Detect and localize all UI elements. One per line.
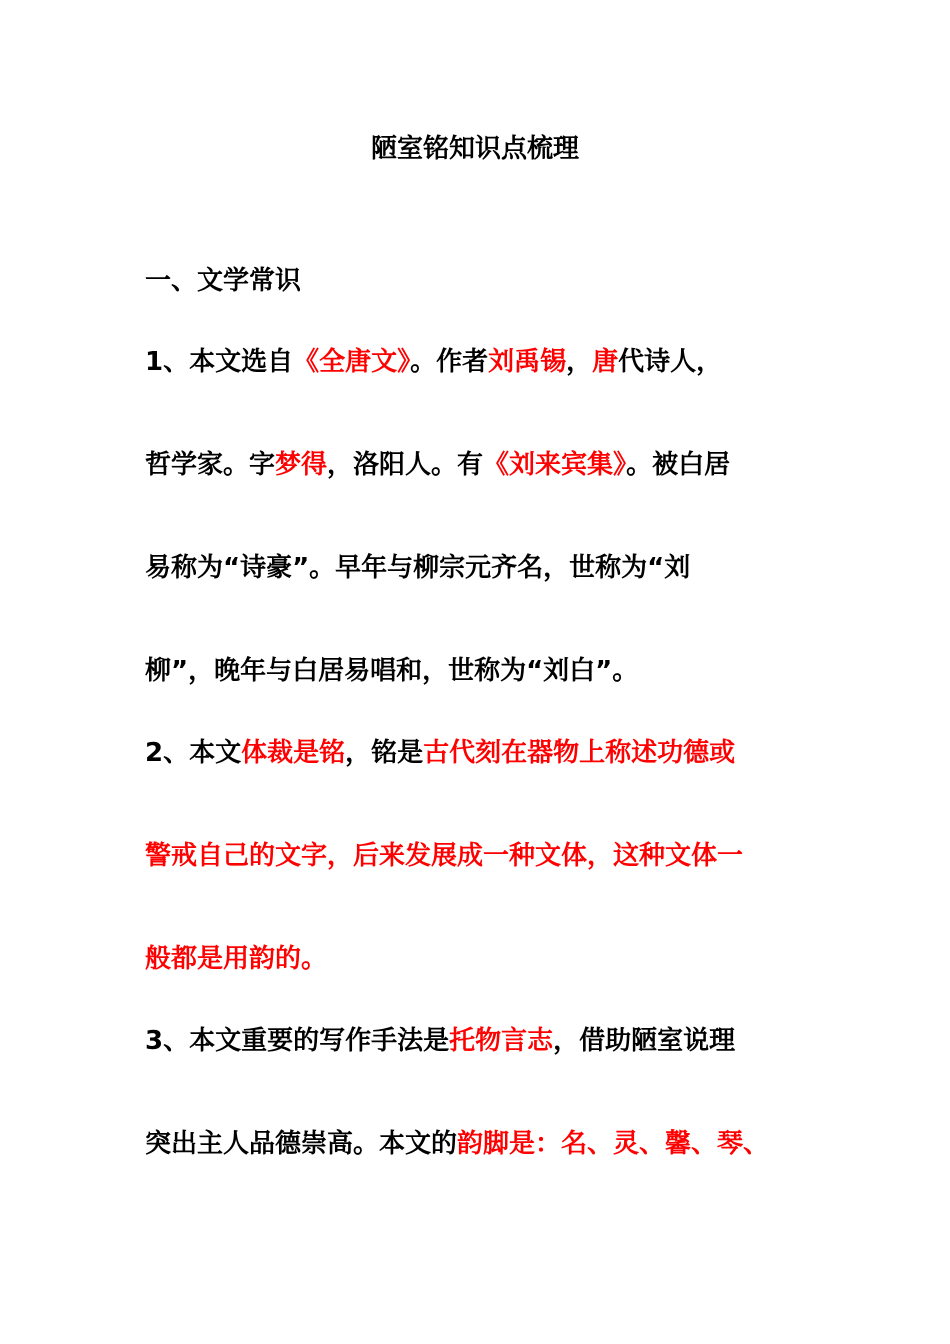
paragraph-line xyxy=(145,653,638,689)
paragraph-line xyxy=(145,344,722,380)
highlight-run: 《刘来宾集》 xyxy=(483,450,627,480)
paragraph-line xyxy=(145,1023,735,1059)
highlight-run: 唐 xyxy=(592,347,619,377)
highlight-run: 《全唐文》 xyxy=(293,347,411,377)
highlight-run: 般都是用韵的。 xyxy=(145,944,328,974)
paragraph-line xyxy=(145,941,327,977)
text-run: ， xyxy=(566,347,593,377)
paragraph-line xyxy=(145,550,690,586)
highlight-run: 警戒自己的文字，后来发展成一种文体，这种文体一 xyxy=(145,841,744,871)
text-run: ，铭是 xyxy=(345,738,424,768)
text-run: 代诗人， xyxy=(618,347,723,377)
highlight-run: 托物言志 xyxy=(449,1026,554,1056)
highlight-run: 体裁是铭 xyxy=(241,738,346,768)
highlight-run: 梦得 xyxy=(275,450,328,480)
paragraph-line xyxy=(145,447,730,483)
text-run: 3、本文重要的写作手法是 xyxy=(145,1026,450,1056)
paragraph-line xyxy=(145,1126,769,1162)
highlight-run: 刘禹锡 xyxy=(488,347,567,377)
text-run: ，洛阳人。有 xyxy=(327,450,484,480)
paragraph-line xyxy=(145,838,743,874)
highlight-run: 韵脚是：名、灵、馨、琴、 xyxy=(457,1129,770,1159)
document-title: 陋室铭知识点梳理 xyxy=(370,134,579,164)
text-run: 。被白居 xyxy=(626,450,731,480)
text-run: 2、本文 xyxy=(145,738,242,768)
text-run: 突出主人品德崇高。本文的 xyxy=(145,1129,458,1159)
text-run: 易称为“诗豪”。早年与柳宗元齐名，世称为“刘 xyxy=(145,553,691,583)
paragraph-line xyxy=(145,735,735,771)
text-run: 1、本文选自 xyxy=(145,347,294,377)
text-run: 柳”，晚年与白居易唱和，世称为“刘白”。 xyxy=(145,656,639,686)
text-run: ，借助陋室说理 xyxy=(553,1026,736,1056)
text-run: 。作者 xyxy=(410,347,489,377)
text-run: 哲学家。字 xyxy=(145,450,276,480)
highlight-run: 古代刻在器物上称述功德或 xyxy=(423,738,736,768)
section-heading-literary-knowledge: 一、文学常识 xyxy=(145,266,302,296)
